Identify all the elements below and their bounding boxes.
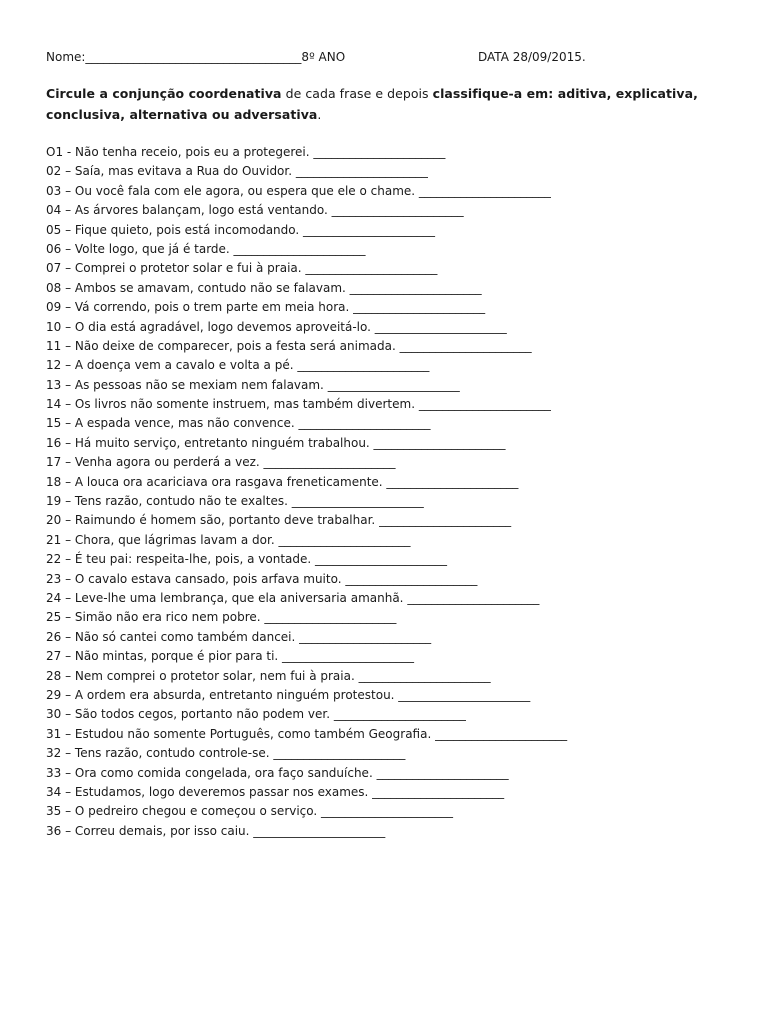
exercise-item: 35 – O pedreiro chegou e começou o serviço. ______________________ bbox=[46, 804, 454, 819]
exercise-item: 09 – Vá correndo, pois o trem parte em meia hora. ______________________ bbox=[46, 300, 486, 315]
exercise-item: O1 - Não tenha receio, pois eu a protegerei. ______________________ bbox=[46, 145, 446, 159]
worksheet-header bbox=[46, 47, 736, 67]
exercise-item: 23 – O cavalo estava cansado, pois arfava muito. ______________________ bbox=[46, 571, 478, 586]
instruction-text-1: de cada frase e depois bbox=[281, 86, 433, 101]
exercise-item: 31 – Estudou não somente Português, como também Geografia. ______________________ bbox=[46, 726, 568, 741]
instructions-paragraph bbox=[46, 83, 736, 125]
exercise-item: 07 – Comprei o protetor solar e fui à praia. ______________________ bbox=[46, 261, 438, 276]
exercise-item: 30 – São todos cegos, portanto não podem ver. ______________________ bbox=[46, 707, 466, 722]
date-line: DATA 28/09/2015. bbox=[478, 50, 586, 64]
exercise-item: 29 – A ordem era absurda, entretanto ninguém protestou. ______________________ bbox=[46, 687, 531, 702]
exercise-item: 15 – A espada vence, mas não convence. ______________________ bbox=[46, 416, 431, 431]
worksheet-page bbox=[46, 47, 736, 853]
exercise-item: 32 – Tens razão, contudo controle-se. ______________________ bbox=[46, 746, 406, 761]
exercise-item: 24 – Leve-lhe uma lembrança, que ela aniversaria amanhã. ______________________ bbox=[46, 590, 540, 605]
exercise-list bbox=[46, 143, 736, 841]
exercise-item: 18 – A louca ora acariciava ora rasgava freneticamente. ______________________ bbox=[46, 474, 519, 489]
exercise-item: 04 – As árvores balançam, logo está ventando. ______________________ bbox=[46, 203, 464, 218]
exercise-item: 03 – Ou você fala com ele agora, ou espera que ele o chame. ______________________ bbox=[46, 183, 551, 198]
exercise-item: 12 – A doença vem a cavalo e volta a pé. ______________________ bbox=[46, 358, 430, 373]
instruction-bold-2: classifique-a em: aditiva, explicativa, conclusiva, alternativa ou adversativa bbox=[46, 86, 698, 122]
exercise-item: 13 – As pessoas não se mexiam nem falavam. ______________________ bbox=[46, 377, 460, 392]
exercise-item: 14 – Os livros não somente instruem, mas também divertem. ______________________ bbox=[46, 397, 551, 412]
exercise-item: 28 – Nem comprei o protetor solar, nem fui à praia. ______________________ bbox=[46, 668, 491, 683]
instruction-text-2: . bbox=[317, 107, 322, 122]
name-grade-line: Nome:____________________________________8º ANO bbox=[46, 50, 346, 64]
exercise-item: 05 – Fique quieto, pois está incomodando. ______________________ bbox=[46, 222, 436, 237]
exercise-item: 20 – Raimundo é homem são, portanto deve trabalhar. ______________________ bbox=[46, 513, 512, 528]
exercise-item: 25 – Simão não era rico nem pobre. ______________________ bbox=[46, 610, 397, 625]
exercise-item: 36 – Correu demais, por isso caiu. ______________________ bbox=[46, 823, 386, 838]
exercise-item: 08 – Ambos se amavam, contudo não se falavam. ______________________ bbox=[46, 280, 482, 295]
exercise-item: 26 – Não só cantei como também dancei. ______________________ bbox=[46, 629, 432, 644]
exercise-item: 11 – Não deixe de comparecer, pois a festa será animada. ______________________ bbox=[46, 338, 532, 353]
exercise-item: 22 – É teu pai: respeita-lhe, pois, a vontade. ______________________ bbox=[46, 552, 448, 567]
exercise-item: 34 – Estudamos, logo deveremos passar nos exames. ______________________ bbox=[46, 784, 505, 799]
exercise-item: 21 – Chora, que lágrimas lavam a dor. ______________________ bbox=[46, 532, 411, 547]
exercise-item: 33 – Ora como comida congelada, ora faço sanduíche. ______________________ bbox=[46, 765, 509, 780]
exercise-item: 10 – O dia está agradável, logo devemos aproveitá-lo. ______________________ bbox=[46, 319, 507, 334]
exercise-item: 27 – Não mintas, porque é pior para ti. ______________________ bbox=[46, 649, 415, 664]
exercise-item: 17 – Venha agora ou perderá a vez. ______________________ bbox=[46, 455, 396, 470]
exercise-item: 06 – Volte logo, que já é tarde. ______________________ bbox=[46, 241, 366, 256]
exercise-item: 02 – Saía, mas evitava a Rua do Ouvidor. ______________________ bbox=[46, 164, 428, 179]
exercise-item: 19 – Tens razão, contudo não te exaltes. ______________________ bbox=[46, 494, 424, 509]
instruction-bold-1: Circule a conjunção coordenativa bbox=[46, 86, 282, 101]
exercise-item: 16 – Há muito serviço, entretanto ninguém trabalhou. ______________________ bbox=[46, 435, 506, 450]
